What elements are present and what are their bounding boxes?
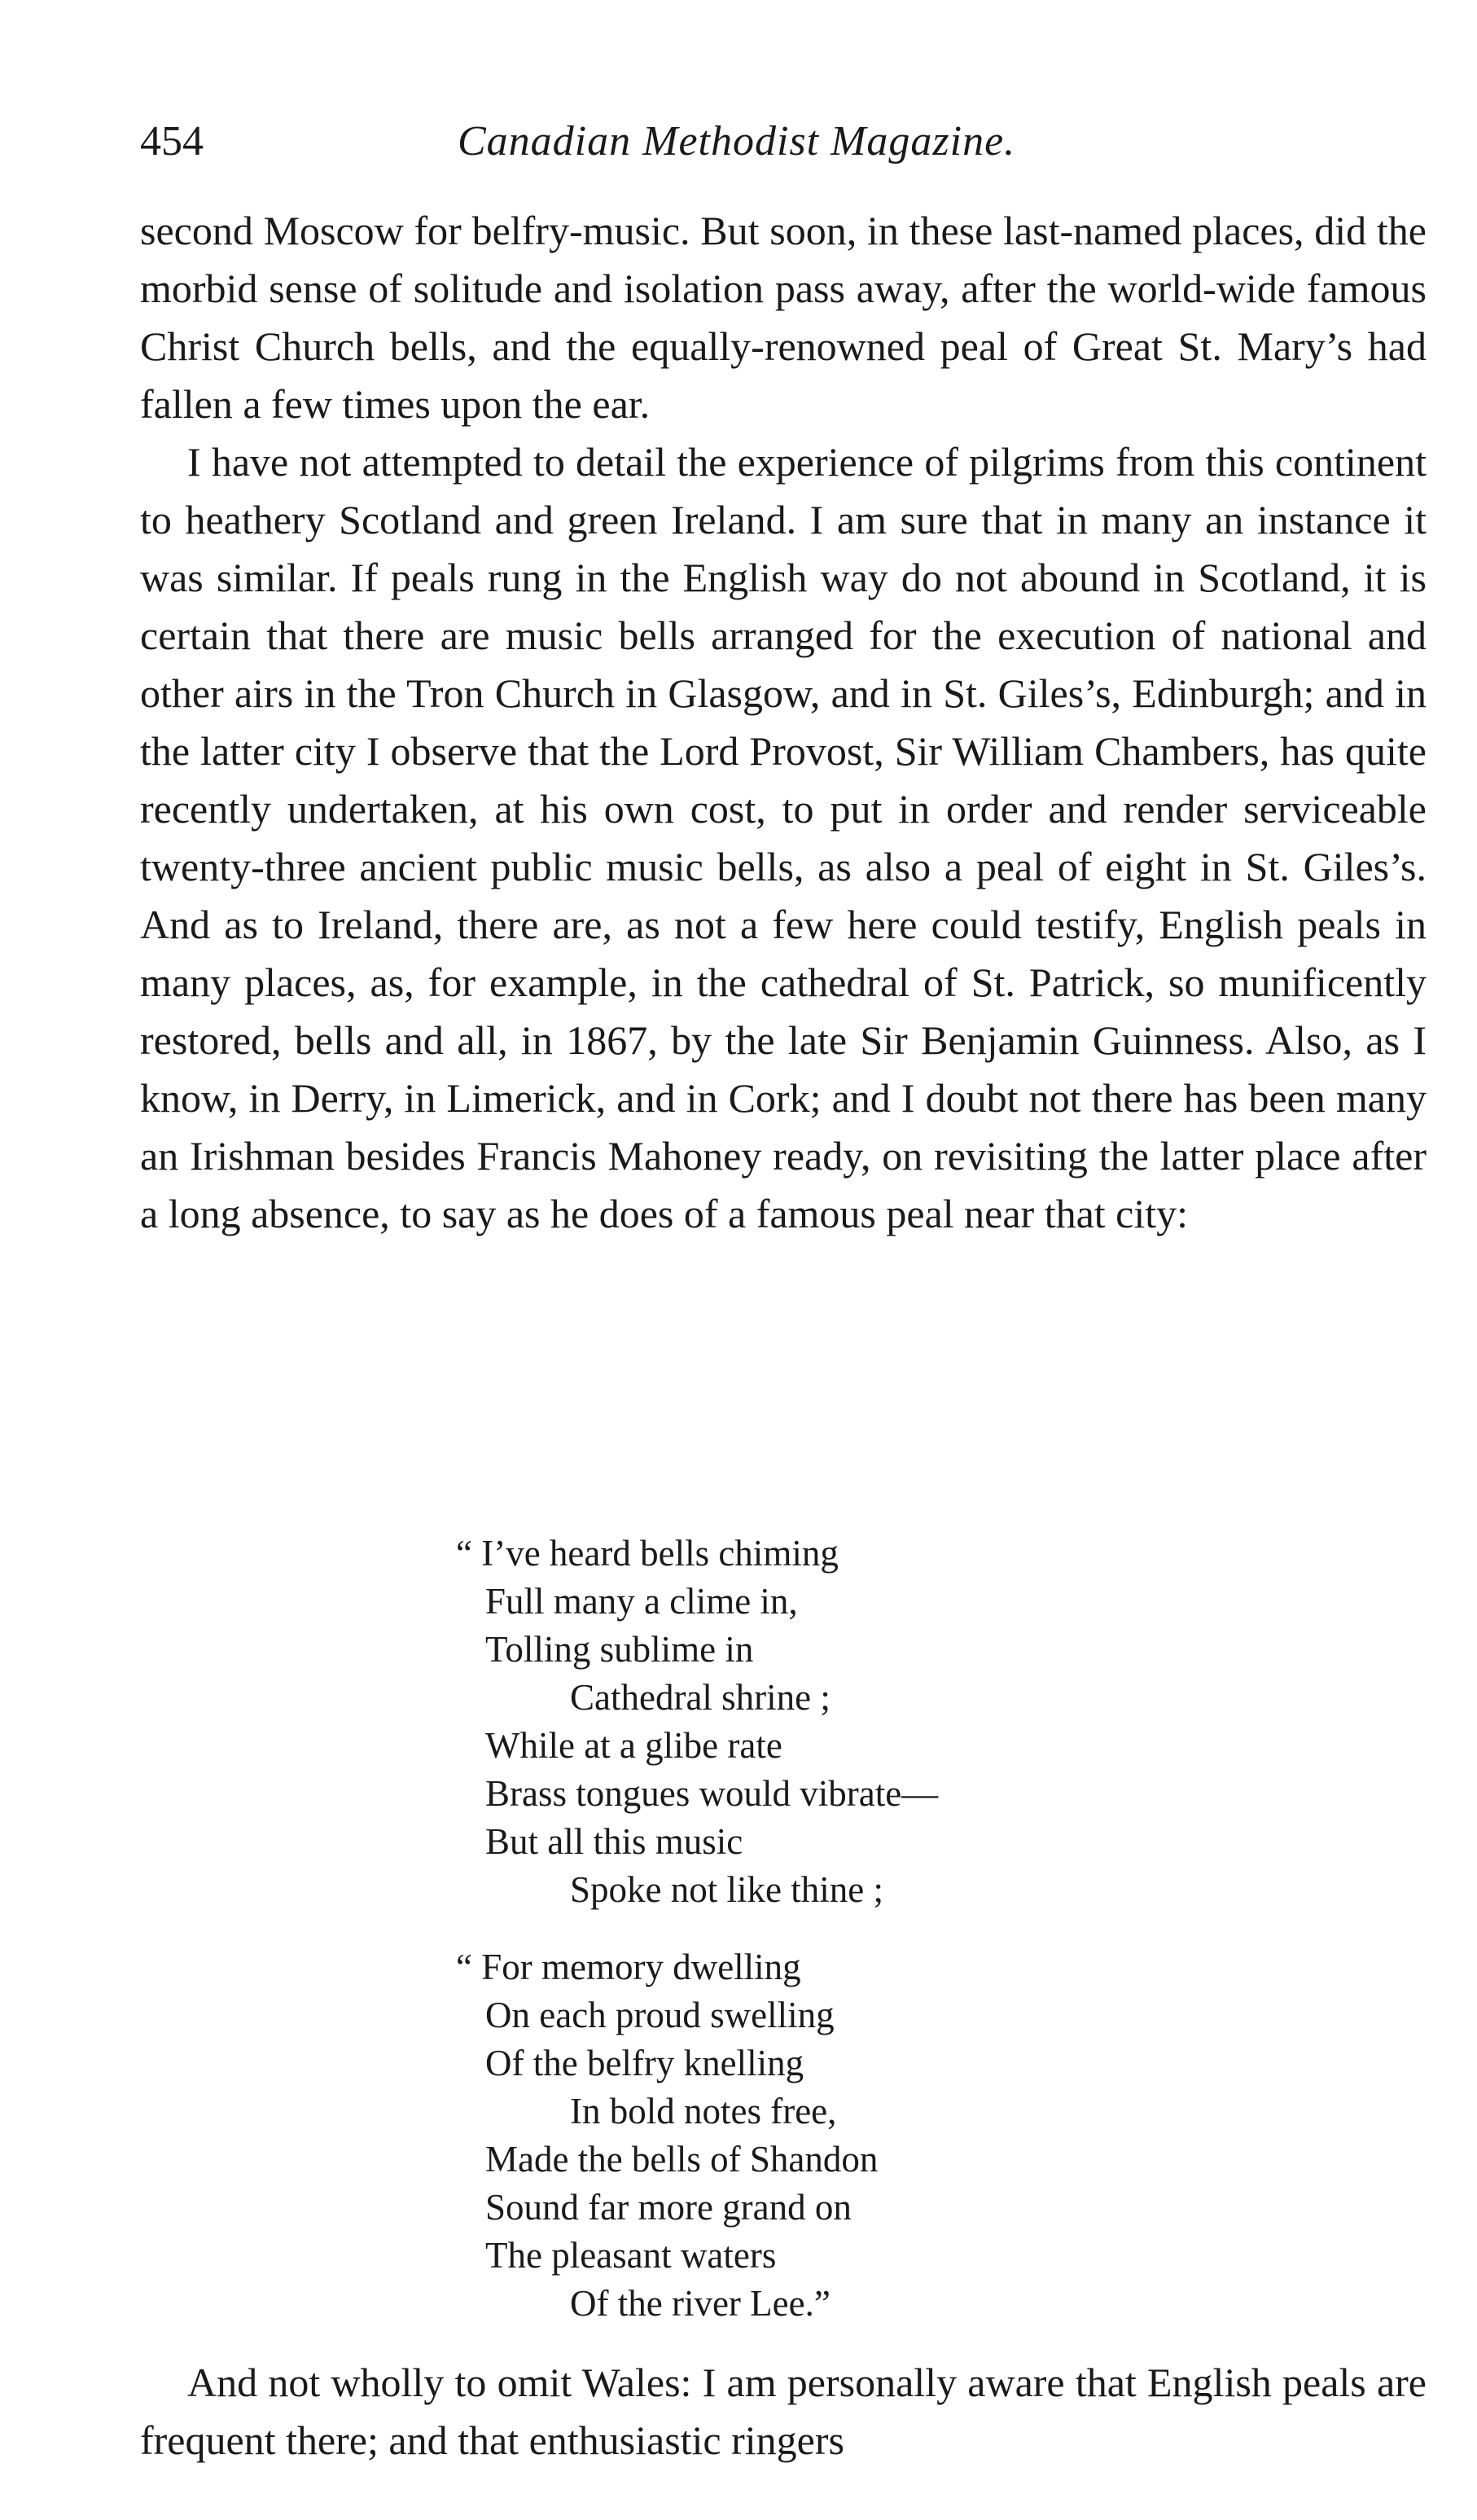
poem-line: Sound far more grand on [485, 2187, 852, 2228]
poem-line: Spoke not like thine ; [570, 1869, 883, 1910]
body-text [140, 202, 1427, 1243]
poem-line: “ I’ve heard bells chiming [456, 1533, 839, 1574]
paragraph-continued: second Moscow for belfry-music. But soon, in these last-named places, did the morbid sense of solitude and isolation pass away, after the world-wide famous Christ Church bells, and the equally-renowned peal of Great St. Mary’s had fallen a few times upon the ear. [140, 208, 1427, 427]
poem-stanza-2 [456, 1943, 1218, 2328]
quoted-poem [456, 1530, 1218, 2357]
paragraph-scotland-ireland: I have not attempted to detail the experience of pilgrims from this continent to heathery Scotland and green Ireland. I am sure that in many an instance it was similar. If peals rung in the English way do not abound in Scotland, it is certain that there are music bells arranged for the execution of national and other airs in the Tron Church in Glasgow, and in St. Giles’s, Edinburgh; and in the latter city I observe that the Lord Provost, Sir William Chambers, has quite recently undertaken, at his own cost, to put in order and render serviceable twenty-three ancient public music bells, as also a peal of eight in St. Giles’s. And as to Ireland, there are, as not a few here could testify, English peals in many places, as, for example, in the cathedral of St. Patrick, so munificently restored, bells and all, in 1867, by the late Sir Benjamin Guinness. Also, as I know, in Derry, in Limerick, and in Cork; and I doubt not there has been many an Irishman besides Francis Mahoney ready, on revisiting the latter place after a long absence, to say as he does of a famous peal near that city: [140, 439, 1427, 1236]
closing-text [140, 2354, 1427, 2470]
paragraph-wales: And not wholly to omit Wales: I am personally aware that English peals are frequent there; and that enthusiastic ringers [140, 2360, 1427, 2463]
poem-line: “ For memory dwelling [456, 1947, 801, 1987]
poem-line: On each proud swelling [485, 1995, 835, 2035]
page-header [140, 116, 1427, 181]
poem-line: Full many a clime in, [485, 1581, 798, 1622]
poem-line: Of the river Lee.” [570, 2283, 831, 2324]
poem-line: While at a glibe rate [485, 1725, 782, 1766]
poem-line: Tolling sublime in [485, 1629, 754, 1670]
poem-line: The pleasant waters [485, 2235, 777, 2276]
poem-line: Cathedral shrine ; [570, 1677, 831, 1718]
running-title: Canadian Methodist Magazine. [458, 118, 1016, 165]
poem-line: In bold notes free, [570, 2091, 837, 2131]
page-number: 454 [140, 118, 204, 165]
poem-stanza-1 [456, 1530, 1218, 1914]
poem-line: But all this music [485, 1821, 743, 1862]
poem-line: Brass tongues would vibrate— [485, 1773, 939, 1814]
poem-line: Made the bells of Shandon [485, 2139, 879, 2180]
poem-line: Of the belfry knelling [485, 2043, 804, 2083]
